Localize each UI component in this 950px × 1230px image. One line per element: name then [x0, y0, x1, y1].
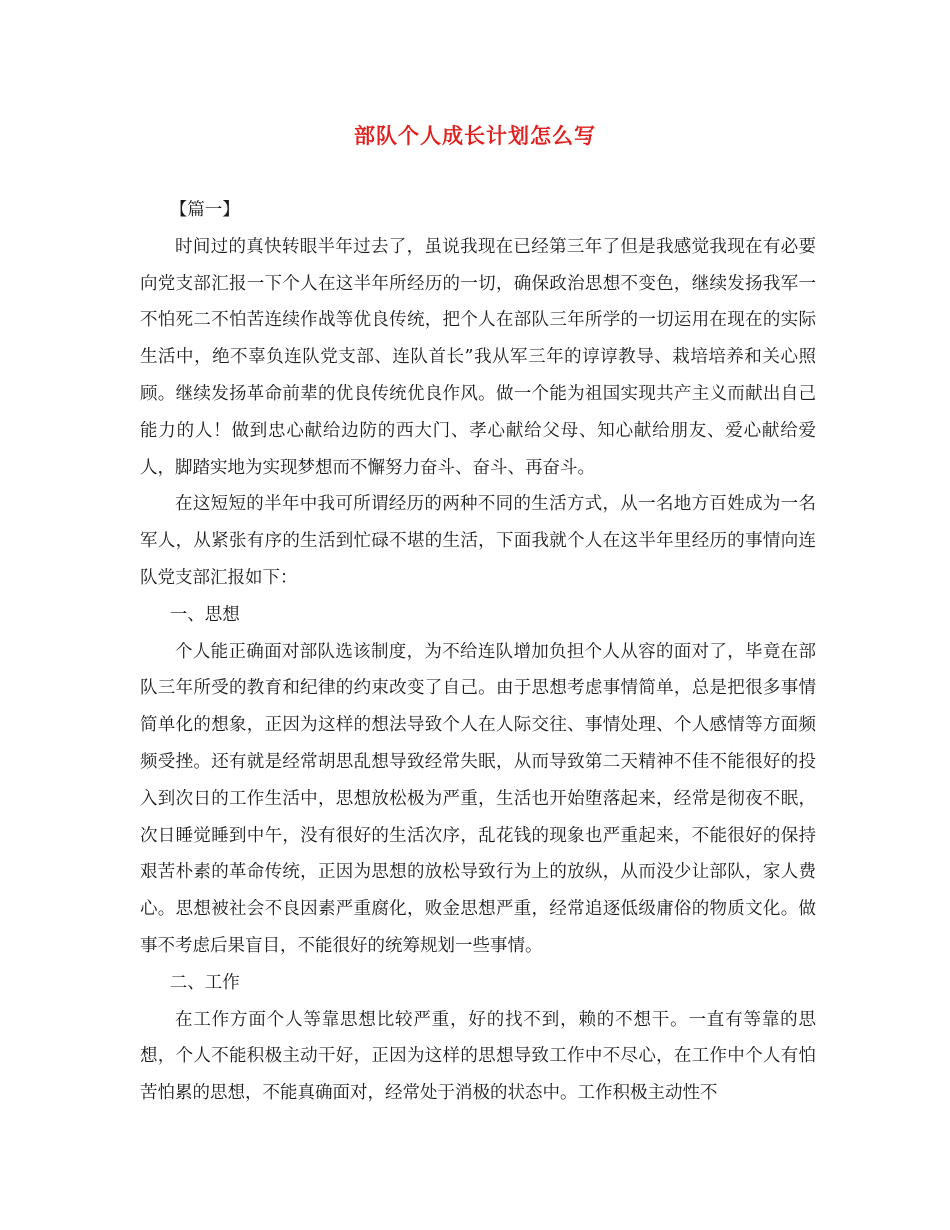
paragraph-intro: 时间过的真快转眼半年过去了，虽说我现在已经第三年了但是我感觉我现在有必要向党支部汇报一下个人在这半年所经历的一切，确保政治思想不变色，继续发扬我军一不怕死二不怕苦连续作战等优良传统，把个人在部队三年所学的一切运用在现在的实际生活中，绝不辜负连队党支部、连队首长”我从军三年的谆谆教导、栽培培养和关心照顾。继续发扬革命前辈的优良传统优良作风。做一个能为祖国实现共产主义而献出自己能力的人！做到忠心献给边防的西大门、孝心献给父母、知心献给朋友、爱心献给爱人，脚踏实地为实现梦想而不懈努力奋斗、奋斗、再奋斗。 — [140, 236, 816, 478]
document-title: 部队个人成长计划怎么写 — [354, 123, 596, 148]
paragraph-work: 在工作方面个人等靠思想比较严重，好的找不到，赖的不想干。一直有等靠的思想，个人不能积极主动干好，正因为这样的思想导致工作中不尽心，在工作中个人有怕苦怕累的思想，不能真确面对，经常处于消极的状态中。工作积极主动性不 — [140, 1009, 816, 1104]
heading-thought: 一、思想 — [169, 604, 240, 625]
heading-work: 二、工作 — [169, 972, 240, 993]
section-label: 【篇一】 — [169, 200, 240, 220]
paragraph-thought: 个人能正确面对部队选该制度，为不给连队增加负担个人从容的面对了，毕竟在部队三年所受的教育和纪律的约束改变了自己。由于思想考虑事情简单，总是把很多事情简单化的想象，正因为这样的想法导致个人在人际交往、事情处理、个人感情等方面频频受挫。还有就是经常胡思乱想导致经常失眠，从而导致第二天精神不佳不能很好的投入到次日的工作生活中，思想放松极为严重，生活也开始堕落起来，经常是彻夜不眠，次日睡觉睡到中午，没有很好的生活次序，乱花钱的现象也严重起来，不能很好的保持艰苦朴素的革命传统，正因为思想的放松导致行为上的放纵，从而没少让部队，家人费心。思想被社会不良因素严重腐化，败金思想严重，经常追逐低级庸俗的物质文化。做事不考虑后果盲目，不能很好的统筹规划一些事情。 — [140, 641, 816, 956]
paragraph-summary: 在这短短的半年中我可所谓经历的两种不同的生活方式，从一名地方百姓成为一名军人，从紧张有序的生活到忙碌不堪的生活，下面我就个人在这半年里经历的事情向连队党支部汇报如下： — [140, 494, 816, 588]
document-body — [140, 192, 816, 1112]
